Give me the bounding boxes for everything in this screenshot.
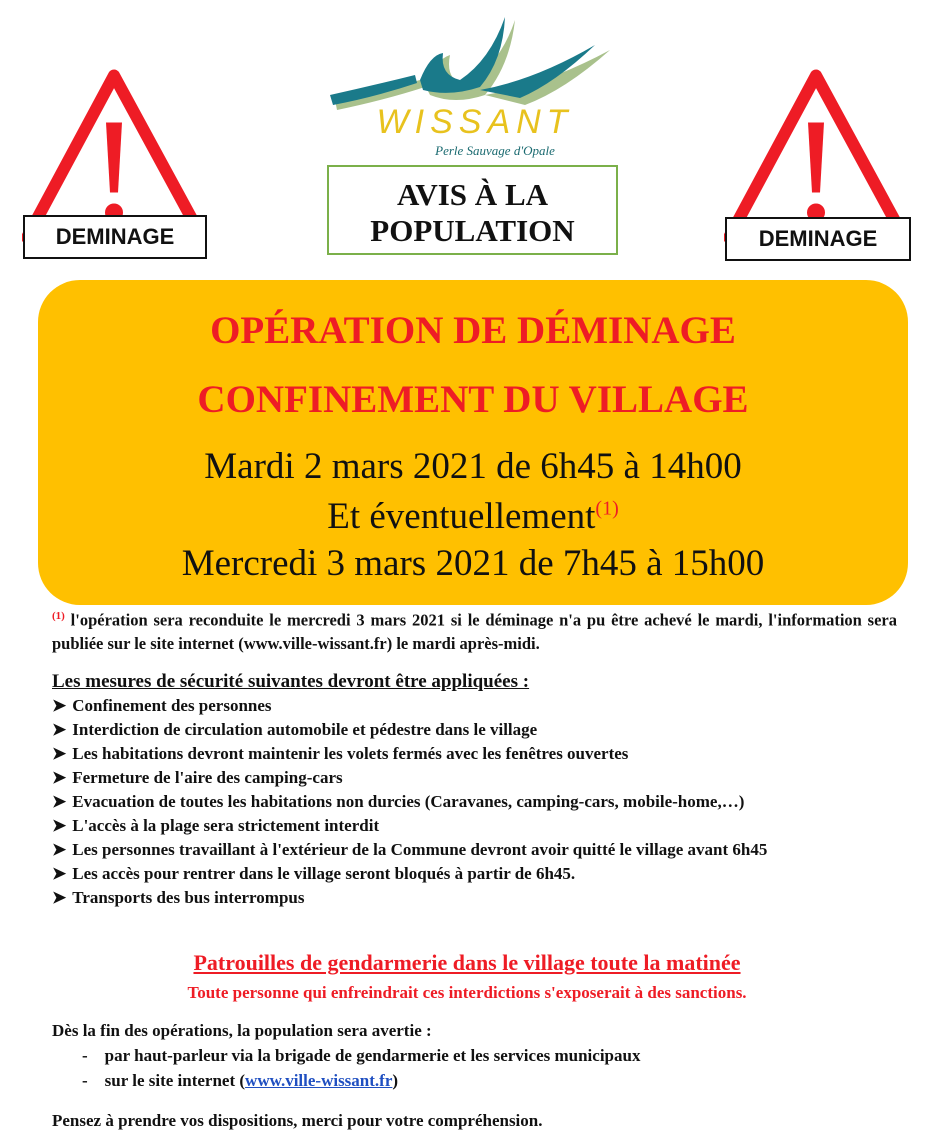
wissant-logo	[325, 5, 625, 160]
measures-heading: Les mesures de sécurité suivantes devront être appliquées :	[52, 671, 530, 692]
deminage-sign-right: DEMINAGE	[725, 217, 911, 261]
security-measures	[52, 670, 892, 910]
footnote: $^{(1)}$ l'opération sera reconduite le mercredi 3 mars 2021 si le déminage n'a pu être achevé le mardi, l'information sera publiée sur le site internet (www.ville-wissant.fr) le mardi après-midi.	[52, 610, 897, 653]
measure-item: ➤ Transports des bus interrompus	[52, 888, 305, 907]
operation-banner	[38, 280, 908, 605]
measure-item: ➤ L'accès à la plage sera strictement interdit	[52, 816, 380, 835]
arrow-bullet-icon: ➤	[52, 744, 67, 763]
deminage-sign-left: DEMINAGE	[23, 215, 207, 259]
measure-item: ➤ Confinement des personnes	[52, 696, 272, 715]
notice-title-line2: POPULATION	[370, 213, 575, 248]
arrow-bullet-icon: ➤	[52, 888, 67, 907]
measure-item: ➤ Evacuation de toutes les habitations non durcies (Caravanes, camping-cars, mobile-home,…)	[52, 792, 745, 811]
notice-title-box	[327, 165, 618, 255]
logo-tagline: Perle Sauvage d'Opale	[435, 143, 555, 158]
notify-item-1: - par haut-parleur via la brigade de gendarmerie et les services municipaux	[82, 1046, 641, 1065]
arrow-bullet-icon: ➤	[52, 696, 67, 715]
patrol-warning: Patrouilles de gendarmerie dans le village toute la matinée	[193, 950, 741, 975]
website-link[interactable]: www.ville-wissant.fr	[245, 1071, 393, 1090]
notify-item-2: - sur le site internet (www.ville-wissant.fr)	[82, 1071, 399, 1090]
closing-intro: Dès la fin des opérations, la population sera avertie :	[52, 1021, 432, 1040]
banner-alt: Et éventuellement$^{(1)}$	[327, 496, 619, 537]
measure-item: ➤ Les personnes travaillant à l'extérieur de la Commune devront avoir quitté le village avant 6h45	[52, 840, 768, 859]
measures-list	[52, 694, 892, 910]
banner-date1: Mardi 2 mars 2021 de 6h45 à 14h00	[204, 446, 742, 487]
arrow-bullet-icon: ➤	[52, 720, 67, 739]
arrow-bullet-icon: ➤	[52, 840, 67, 859]
notice-title-line1: AVIS À LA	[396, 177, 549, 212]
measure-item: ➤ Interdiction de circulation automobile et pédestre dans le village	[52, 720, 538, 739]
banner-title1: OPÉRATION DE DÉMINAGE	[210, 309, 736, 352]
arrow-bullet-icon: ➤	[52, 816, 67, 835]
sanction-warning: Toute personne qui enfreindrait ces interdictions s'exposerait à des sanctions.	[187, 983, 747, 1002]
arrow-bullet-icon: ➤	[52, 768, 67, 787]
measure-item: ➤ Les habitations devront maintenir les volets fermés avec les fenêtres ouvertes	[52, 744, 629, 763]
logo-name: WISSANT	[376, 103, 574, 141]
closing	[52, 1018, 640, 1133]
arrow-bullet-icon: ➤	[52, 792, 67, 811]
banner-title2: CONFINEMENT DU VILLAGE	[197, 378, 749, 421]
measure-item: ➤ Les accès pour rentrer dans le village seront bloqués à partir de 6h45.	[52, 864, 576, 883]
measure-item: ➤ Fermeture de l'aire des camping-cars	[52, 768, 343, 787]
banner-date2: Mercredi 3 mars 2021 de 7h45 à 15h00	[181, 543, 765, 584]
arrow-bullet-icon: ➤	[52, 864, 67, 883]
closing-final: Pensez à prendre vos dispositions, merci pour votre compréhension.	[52, 1111, 543, 1130]
